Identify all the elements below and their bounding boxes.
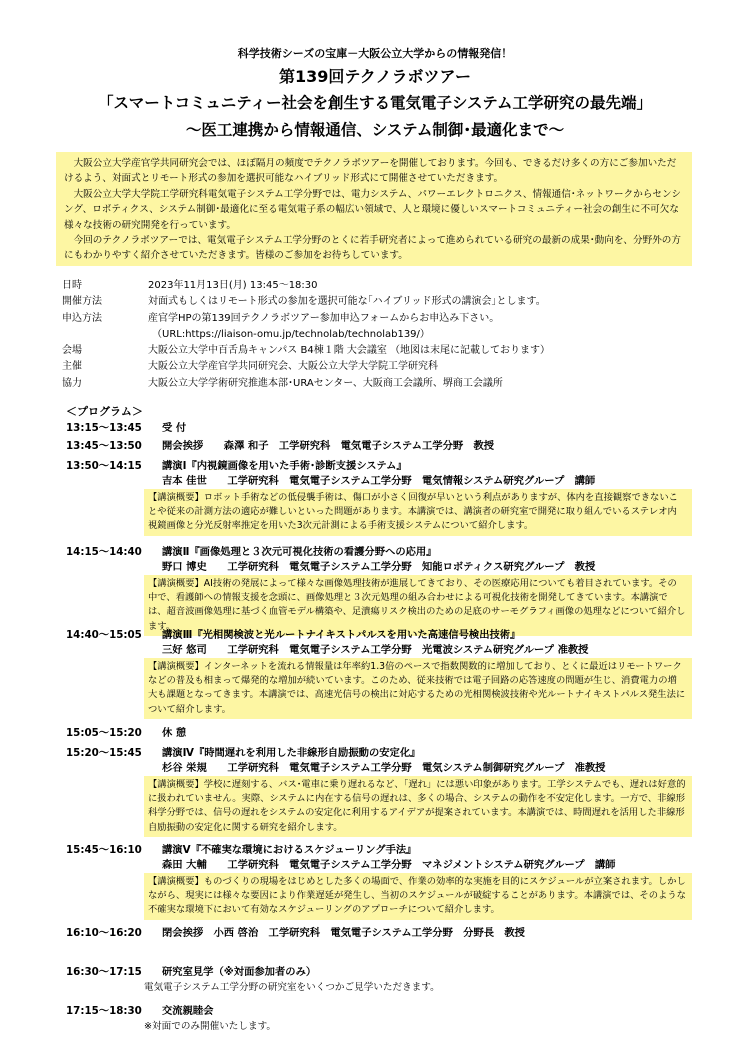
session-title: 受 付	[162, 422, 187, 434]
lecture-title: 講演Ⅲ『光相関検波と光ルートナイキストパルスを用いた高速信号検出技術』	[162, 629, 521, 641]
lecture-title: 講演Ⅴ『不確実な環境におけるスケジューリング手法』	[162, 844, 417, 856]
session-time: 15:05～15:20	[66, 727, 142, 739]
lecture-speaker: 吉本 佳世 工学研究科 電気電子システム工学分野 電気情報システム研究グループ 講師	[162, 475, 596, 487]
lecture-speaker: 森田 大輔 工学研究科 電気電子システム工学分野 マネジメントシステム研究グループ 講師	[162, 859, 616, 871]
lecture-abstract	[144, 489, 692, 536]
session-time: 16:10～16:20	[66, 927, 142, 939]
info-row-date	[62, 278, 692, 294]
program-reception	[66, 421, 692, 436]
lecture-title: 講演Ⅰ『内視鏡画像を用いた手術･診断支援システム』	[162, 460, 407, 472]
info-label: 開催方法	[62, 296, 102, 308]
info-value: 大阪公立大学学術研究推進本部･URAセンター、大阪商工会議所、堺商工会議所	[148, 377, 503, 389]
session-time: 14:40～15:05	[66, 629, 142, 641]
info-row-apply	[62, 311, 692, 327]
program-opening	[66, 439, 692, 454]
info-value: 2023年11月13日(月) 13:45～18:30	[148, 280, 318, 291]
info-value: 産官学HPの第139回テクノラボツアー参加申込フォームからお申込み下さい。	[148, 312, 500, 324]
info-value: 対面式もしくはリモート形式の参加を選択可能な｢ハイブリッド形式の講演会｣とします。	[148, 296, 546, 308]
apply-url-link[interactable]: （URL:https://liaison-omu.jp/technolab/technolab139/）	[152, 328, 430, 340]
intro-paragraph: 大阪公立大学産官学共同研究会では、ほぼ隔月の頻度でテクノラボツアーを開催しております。今回も、できるだけ多くの方にご参加いただけるよう、対面式とリモート形式の参加を選択可能なハイブリッド形式にて開催させていただきます。	[64, 158, 677, 185]
session-time: 17:15～18:30	[66, 1005, 142, 1017]
session-title: 開会挨拶 森澤 和子 工学研究科 電気電子システム工学分野 教授	[162, 440, 495, 452]
program-reception-party	[66, 1004, 692, 1034]
abstract-text: AI技術の発展によって様々な画像処理技術が進展してきており、その医療応用についても着目されています。その中で、看護師への情報支援を念頭に、画像処理と３次元処理の組み合わせによる可視化技術を開発してきています。本講演では、超音波画像処理に基づく血管モデル構築や、足潰瘍リスク検出のための足底のサーモグラフィ画像の処理などについて紹介します。	[148, 578, 686, 632]
info-label: 申込方法	[62, 312, 102, 324]
abstract-text: 学校に遅刻する、バス･電車に乗り遅れるなど、「遅れ」には悪い印象があります。工学システムでも、遅れは好意的に扱われていません。実際、システムに内在する信号の遅れは、多くの場合、システムの動作を不安定化します。一方で、非線形科学分野では、信号の遅れをシステムの安定化に利用するアイデアが提案されています。本講演では、時間遅れを活用した非線形自励振動の安定化に関する研究を紹介します。	[148, 779, 686, 833]
intro-paragraph: 今回のテクノラボツアーでは、電気電子システム工学分野のとくに若手研究者によって進められている研究の最新の成果･動向を、分野外の方にもわかりやすく紹介させていただきます。皆様のご参加をお待ちしています。	[64, 235, 681, 262]
session-time: 15:20～15:45	[66, 747, 142, 759]
program-break	[66, 726, 692, 741]
abstract-text: ロボット手術などの低侵襲手術は、傷口が小さく回復が早いという利点がありますが、体内を直接観察できないことや従来の計測方法の適応が難しいといった問題があります。本講演では、講演者の研究室で開発に取り組んでいるステレオ内視鏡画像と分光反射率推定を用いた3次元計測による手術支援システムについて紹介します。	[148, 492, 678, 532]
session-time: 14:15～14:40	[66, 546, 142, 558]
session-note: ※対面でのみ開催いたします。	[144, 1021, 276, 1032]
lecture-title: 講演Ⅱ『画像処理と３次元可視化技術の看護分野への応用』	[162, 546, 437, 558]
lecture-4	[66, 746, 692, 837]
session-title: 休 憩	[162, 727, 187, 739]
abstract-label: 【講演概要】	[148, 876, 204, 887]
info-label: 協力	[62, 377, 82, 389]
lecture-3	[66, 628, 692, 719]
session-time: 13:15～13:45	[66, 422, 142, 434]
abstract-label: 【講演概要】	[148, 492, 204, 503]
lecture-speaker: 三好 悠司 工学研究科 電気電子システム工学分野 光電波システム研究グループ 准教授	[162, 644, 589, 656]
abstract-text: ものづくりの現場をはじめとした多くの場面で、作業の効率的な実施を目的にスケジュールが立案されます。しかしながら、現実には様々な要因により作業遅延が発生し、当初のスケジュールが破綻することがあります。本講演では、そのような不確実な環境下において有効なスケジューリングのアプローチについて紹介します。	[148, 876, 686, 916]
abstract-label: 【講演概要】	[148, 578, 204, 589]
abstract-text: インターネットを流れる情報量は年率約1.3倍のペースで指数関数的に増加しており、とくに最近はリモートワークなどの普及も相まって爆発的な増加が続いています。このため、従来技術では電子回路の応答速度の問題が生じ、消費電力の増大も課題となってきます。本講演では、高速光信号の検出に対応するための光相関検波技術や光ルートナイキストパルス発生法について紹介します。	[148, 661, 686, 715]
session-time: 16:30～17:15	[66, 966, 142, 978]
session-title: 研究室見学（※対面参加者のみ）	[162, 966, 317, 978]
program-closing	[66, 926, 692, 941]
session-time: 13:50～14:15	[66, 460, 142, 472]
lecture-5	[66, 843, 692, 920]
lecture-title: 講演Ⅳ『時間遅れを利用した非線形自励振動の安定化』	[162, 747, 421, 759]
program-heading: ＜プログラム＞	[66, 405, 143, 418]
event-title: 第139回テクノラボツアー	[279, 67, 471, 86]
info-label: 日時	[62, 280, 82, 291]
info-row-coop	[62, 376, 692, 392]
info-label: 主催	[62, 361, 82, 373]
intro-paragraph: 大阪公立大学大学院工学研究科電気電子システム工学分野では、電力システム、パワーエレクトロニクス、情報通信･ネットワークからセンシング、ロボティクス、システム制御･最適化に至る電気電子系の幅広い領域で、人と環境に優しいスマートコミュニティー社会の創生に不可欠な様々な技術の研究開発を行っています。	[64, 188, 681, 231]
lecture-1	[66, 459, 692, 536]
info-label: 会場	[62, 345, 82, 357]
lecture-abstract	[144, 575, 692, 636]
info-row-host	[62, 359, 692, 375]
lecture-abstract	[144, 873, 692, 920]
lecture-speaker: 野口 博史 工学研究科 電気電子システム工学分野 知能ロボティクス研究グループ 教授	[162, 561, 596, 573]
session-title: 閉会挨拶 小西 啓治 工学研究科 電気電子システム工学分野 分野長 教授	[162, 927, 525, 939]
info-value: 大阪公立大学産官学共同研究会、大阪公立大学大学院工学研究科	[148, 361, 438, 373]
lecture-2	[66, 545, 692, 636]
intro-box	[56, 152, 692, 266]
session-title: 交流親睦会	[162, 1005, 214, 1017]
session-note: 電気電子システム工学分野の研究室をいくつかご見学いただきます。	[144, 982, 440, 993]
lecture-abstract	[144, 776, 692, 837]
abstract-label: 【講演概要】	[148, 661, 204, 672]
session-time: 13:45～13:50	[66, 440, 142, 452]
event-info	[62, 278, 692, 392]
abstract-label: 【講演概要】	[148, 779, 204, 790]
info-row-venue	[62, 343, 692, 359]
program-lab-tour	[66, 965, 692, 995]
lecture-abstract	[144, 658, 692, 719]
lecture-speaker: 杉谷 栄規 工学研究科 電気電子システム工学分野 電気システム制御研究グループ 准教授	[162, 762, 606, 774]
event-subtitle-2: ～医工連携から情報通信、システム制御･最適化まで～	[185, 121, 565, 139]
session-time: 15:45～16:10	[66, 844, 142, 856]
info-value: 大阪公立大学中百舌鳥キャンパス B4棟１階 大会議室 （地図は末尾に記載しております）	[148, 345, 551, 357]
header-tagline: 科学技術シーズの宝庫－大阪公立大学からの情報発信！	[237, 47, 513, 60]
info-row-url	[62, 327, 692, 343]
event-subtitle: 「スマートコミュニティー社会を創生する電気電子システム工学研究の最先端」	[98, 94, 652, 112]
info-row-method	[62, 294, 692, 310]
